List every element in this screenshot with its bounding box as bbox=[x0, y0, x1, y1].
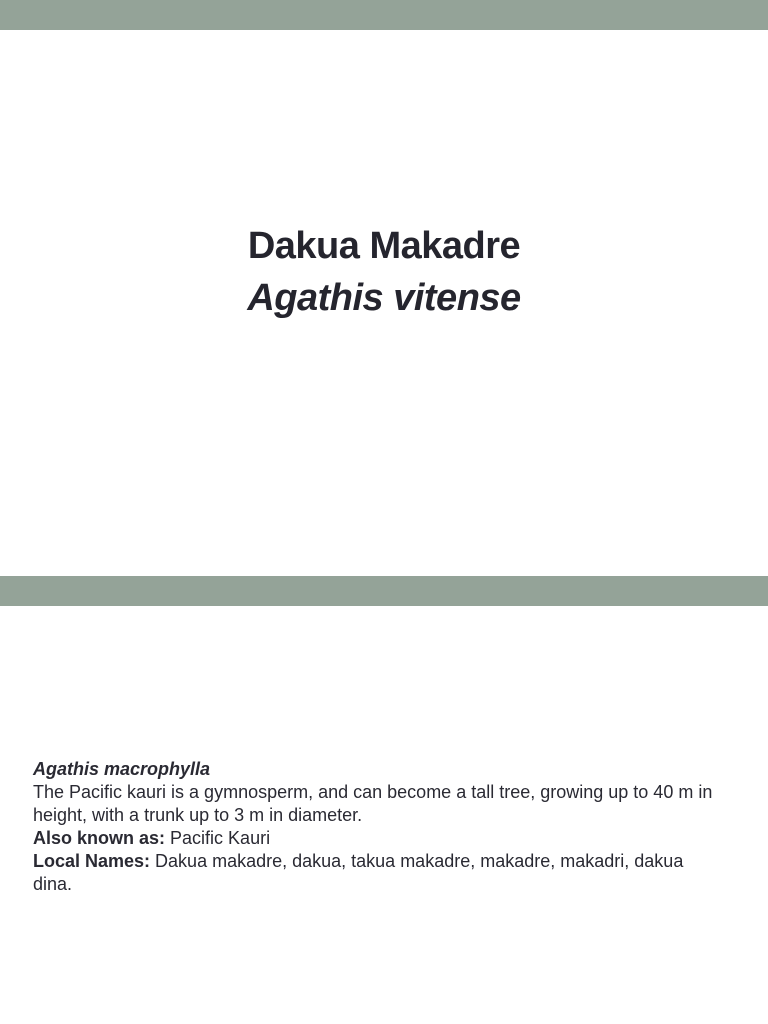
also-known-as-label: Also known as: bbox=[33, 828, 166, 848]
top-header-band bbox=[0, 0, 768, 30]
slide-title-block bbox=[0, 220, 768, 324]
species-scientific-name: Agathis macrophylla bbox=[33, 759, 211, 779]
also-known-as-line bbox=[33, 827, 713, 850]
local-names-value: Dakua makadre, dakua, takua makadre, makadre, makadri, dakua dina. bbox=[33, 851, 684, 894]
species-description bbox=[33, 758, 713, 896]
slide-divider-band bbox=[0, 576, 768, 606]
species-description-text: The Pacific kauri is a gymnosperm, and can become a tall tree, growing up to 40 m in height, with a trunk up to 3 m in diameter. bbox=[33, 782, 713, 825]
scientific-name-title: Agathis vitense bbox=[247, 277, 521, 319]
common-name-title: Dakua Makadre bbox=[247, 225, 521, 267]
local-names-line bbox=[33, 850, 713, 896]
local-names-label: Local Names: bbox=[33, 851, 151, 871]
also-known-as-value: Pacific Kauri bbox=[165, 828, 271, 848]
